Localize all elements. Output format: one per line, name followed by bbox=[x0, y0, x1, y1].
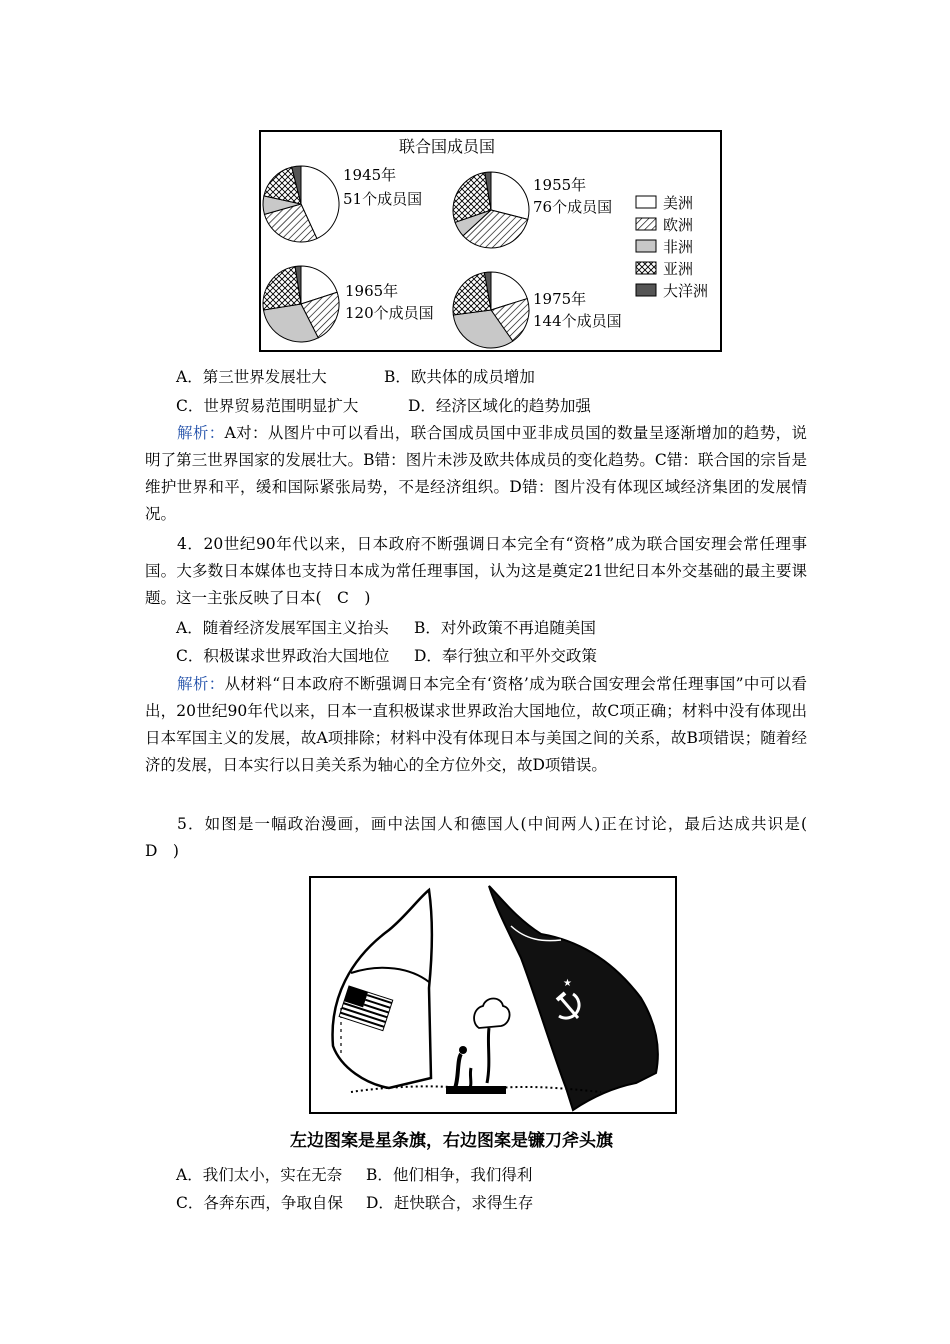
q5-stem bbox=[145, 811, 823, 865]
un-members-chart bbox=[259, 130, 722, 352]
legend-swatch-亚洲 bbox=[636, 262, 656, 274]
pie-year-label: 1955年 bbox=[533, 176, 587, 194]
ussr-missile-illustration bbox=[489, 886, 658, 1110]
legend-label-美洲: 美洲 bbox=[663, 194, 694, 212]
q5-option-c: C．各奔东西，争取自保 bbox=[176, 1194, 343, 1212]
q3-option-c: C．世界贸易范围明显扩大 bbox=[176, 397, 359, 415]
q3-options-row1 bbox=[176, 367, 535, 387]
pie-year-label: 1965年 bbox=[345, 282, 399, 300]
q4-analysis-text: 从材料“日本政府不断强调日本完全有‘资格’成为联合国安理会常任理事国”中可以看出，20世纪90年代以来，日本一直积极谋求世界政治大国地位，故C项正确；材料中没有体现出日本军国主义的发展，故A项排除；材料中没有体现日本与美国之间的关系，故B项错误；随着经济的发展，日本实行以日美关系为轴心的全方位外交，故D项错误。 bbox=[145, 675, 807, 774]
q3-analysis-text: A对：从图片中可以看出，联合国成员国中亚非成员国的数量呈逐渐增加的趋势，说明了第三世界国家的发展壮大。B错：图片未涉及欧共体成员的变化趋势。C错：联合国的宗旨是维护世界和平，缓和国际紧张局势，不是经济组织。D错：图片没有体现区域经济集团的发展情况。 bbox=[145, 424, 807, 523]
pie-1965年 bbox=[263, 266, 434, 342]
pie-1975年 bbox=[453, 272, 622, 348]
q5-options-row1 bbox=[176, 1165, 532, 1185]
legend-label-亚洲: 亚洲 bbox=[663, 260, 694, 278]
q5-stem-text: 5．如图是一幅政治漫画，画中法国人和德国人(中间两人)正在讨论，最后达成共识是( D ) bbox=[145, 815, 823, 860]
pie-charts-svg bbox=[261, 132, 720, 350]
q4-analysis bbox=[145, 671, 807, 779]
q4-option-a: A．随着经济发展军国主义抬头 bbox=[176, 619, 389, 637]
q3-option-b: B．欧共体的成员增加 bbox=[384, 368, 535, 386]
pie-year-label: 1975年 bbox=[533, 290, 587, 308]
pie-slice-亚洲 bbox=[263, 266, 301, 309]
q4-option-d: D．奉行独立和平外交政策 bbox=[414, 647, 597, 665]
q4-option-b: B．对外政策不再追随美国 bbox=[414, 619, 596, 637]
pie-count-label: 51个成员国 bbox=[343, 190, 423, 208]
q4-options-row1 bbox=[176, 618, 596, 638]
q3-option-d: D．经济区域化的趋势加强 bbox=[408, 397, 591, 415]
legend-label-非洲: 非洲 bbox=[663, 238, 694, 256]
legend-swatch-美洲 bbox=[636, 196, 656, 208]
q4-analysis-label: 解析： bbox=[177, 675, 225, 693]
q5-option-a: A．我们太小，实在无奈 bbox=[176, 1166, 343, 1184]
q3-analysis-label: 解析： bbox=[177, 424, 225, 442]
pie-1955年 bbox=[453, 172, 612, 248]
q3-analysis bbox=[145, 420, 807, 528]
q4-option-c: C．积极谋求世界政治大国地位 bbox=[176, 647, 390, 665]
us-missile-illustration bbox=[333, 890, 432, 1088]
q3-options-row2 bbox=[176, 396, 591, 416]
cartoon-caption: 左边图案是星条旗，右边图案是镰刀斧头旗 bbox=[290, 1131, 613, 1151]
q4-options-row2 bbox=[176, 646, 597, 666]
pie-count-label: 76个成员国 bbox=[533, 198, 613, 216]
legend-swatch-欧洲 bbox=[636, 218, 656, 230]
legend-swatch-大洋洲 bbox=[636, 284, 656, 296]
svg-text:★: ★ bbox=[563, 978, 572, 989]
q4-stem-text: 4．20世纪90年代以来，日本政府不断强调日本完全有“资格”成为联合国安理会常任理事国。大多数日本媒体也支持日本成为常任理事国，认为这是奠定21世纪日本外交基础的最主要课题。这一主张反映了日本( C ) bbox=[145, 535, 807, 607]
q5-option-d: D．赶快联合，求得生存 bbox=[366, 1194, 534, 1212]
legend-swatch-非洲 bbox=[636, 240, 656, 252]
political-cartoon bbox=[309, 876, 677, 1114]
legend-label-大洋洲: 大洋洲 bbox=[663, 282, 709, 300]
q5-options-row2 bbox=[176, 1193, 533, 1213]
pie-1945年 bbox=[263, 166, 422, 242]
cartoon-drawing bbox=[311, 878, 675, 1112]
pie-count-label: 144个成员国 bbox=[533, 312, 622, 330]
pie-count-label: 120个成员国 bbox=[345, 304, 434, 322]
q4-stem bbox=[145, 531, 807, 612]
pie-year-label: 1945年 bbox=[343, 166, 397, 184]
chart-title: 联合国成员国 bbox=[399, 137, 496, 156]
q5-option-b: B．他们相争，我们得利 bbox=[366, 1166, 533, 1184]
q3-option-a: A．第三世界发展壮大 bbox=[176, 368, 327, 386]
legend-label-欧洲: 欧洲 bbox=[663, 216, 694, 234]
